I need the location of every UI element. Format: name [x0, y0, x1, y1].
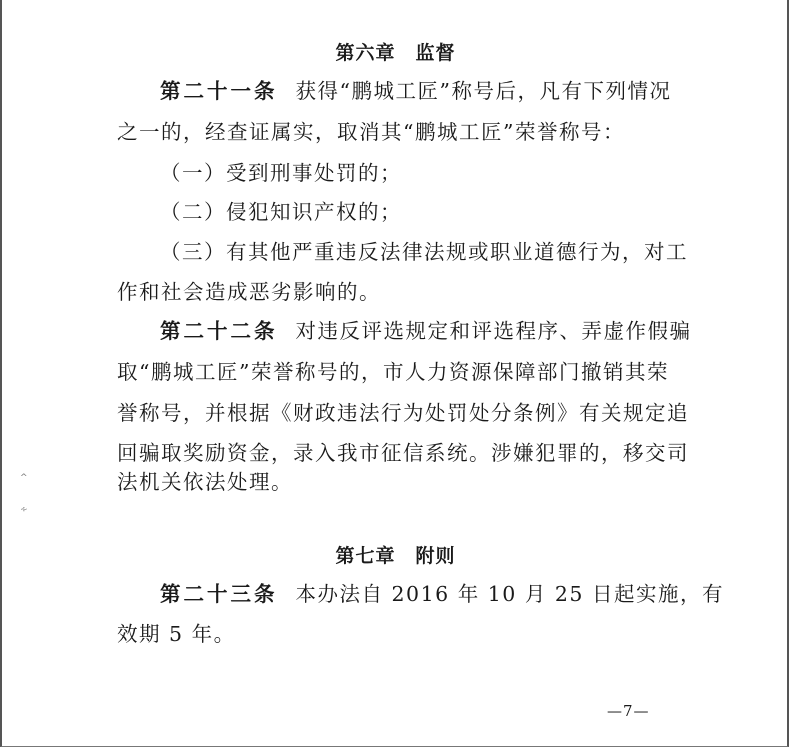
article-23-line-2: 效期 5 年。	[117, 622, 236, 646]
article-22-line-5: 法机关依法处理。	[117, 470, 293, 494]
article-21-line-2: 之一的，经查证属实，取消其“鹏城工匠”荣誉称号：	[117, 120, 625, 144]
chapter-7-title	[0, 541, 791, 568]
article-22-line-1	[160, 309, 692, 354]
article-21-item-1: （一）受到刑事处罚的；	[160, 161, 402, 185]
chapter-6-title	[0, 38, 791, 65]
page-number: —7—	[607, 702, 650, 720]
article-22-line-2: 取“鹏城工匠”荣誉称号的，市人力资源保障部门撤销其荣	[117, 360, 669, 384]
article-21-label: 第二十一条	[160, 79, 278, 103]
article-22-line-4: 回骗取奖励资金，录入我市征信系统。涉嫌犯罪的，移交司	[117, 441, 689, 465]
article-22-label: 第二十二条	[160, 319, 278, 343]
article-23-text-1: 本办法自 2016 年 10 月 25 日起实施，有	[295, 582, 724, 606]
chapter-7-number: 第七章	[335, 545, 396, 567]
article-21-item-3-line-1: （三）有其他严重违反法律法规或职业道德行为，对工	[160, 240, 688, 264]
chapter-6-name: 监督	[415, 42, 456, 64]
article-23-line-1	[160, 572, 724, 617]
article-21-line-1	[160, 69, 671, 114]
chapter-7-name: 附则	[415, 545, 456, 567]
article-23-label: 第二十三条	[160, 582, 278, 606]
article-22-line-3: 誉称号，并根据《财政违法行为处罚处分条例》有关规定追	[117, 401, 689, 425]
article-21-item-2: （二）侵犯知识产权的；	[160, 200, 402, 224]
article-21-item-3-line-2: 作和社会造成恶劣影响的。	[117, 280, 381, 304]
article-22-text-1: 对违反评选规定和评选程序、弄虚作假骗	[295, 319, 692, 343]
margin-mark: ∻	[20, 505, 28, 515]
margin-mark: ^	[20, 473, 28, 483]
article-21-text-1: 获得“鹏城工匠”称号后，凡有下列情况	[295, 79, 672, 103]
chapter-6-number: 第六章	[335, 42, 396, 64]
